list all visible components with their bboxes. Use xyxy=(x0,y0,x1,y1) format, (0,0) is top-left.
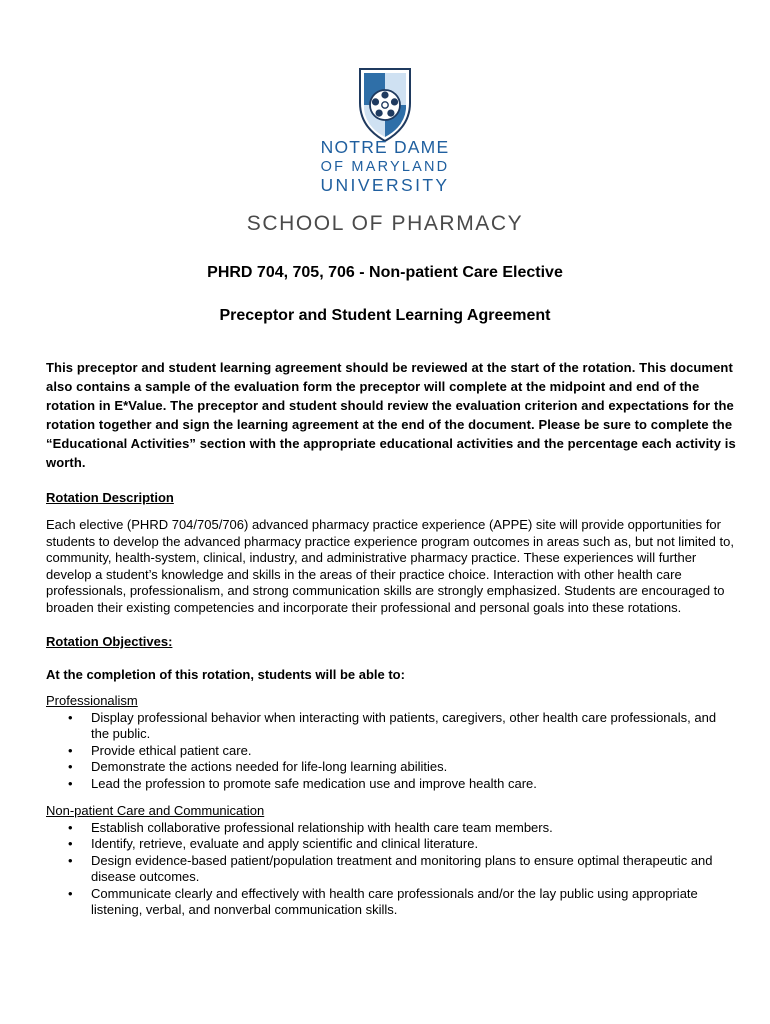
document-title: PHRD 704, 705, 706 - Non-patient Care Elective xyxy=(207,264,563,281)
list-item-text: Display professional behavior when interacting with patients, caregivers, other health care professionals, and the public. xyxy=(91,709,717,741)
bullet-icon: • xyxy=(68,819,73,835)
bullet-icon: • xyxy=(68,709,73,725)
list-item xyxy=(46,710,736,743)
bullet-icon: • xyxy=(68,742,73,758)
university-shield-crest-icon xyxy=(340,65,430,145)
list-item xyxy=(46,836,736,853)
list-item-text: Design evidence-based patient/population treatment and monitoring plans to ensure optimal therapeutic and disease outcomes. xyxy=(91,852,713,884)
list-item xyxy=(46,759,736,776)
professionalism-heading: Professionalism xyxy=(46,693,138,708)
university-name-line-1: NOTRE DAME xyxy=(320,137,450,157)
intro-paragraph: This preceptor and student learning agreement should be reviewed at the start of the rotation. This document also contains a sample of the evaluation form the preceptor will complete at the midpoint and end of the rotation in E*Value. The preceptor and student should review the evaluation criterion and expectations for the rotation together and sign the learning agreement at the end of the document. Please be sure to complete the “Educational Activities” section with the appropriate educational activities and the percentage each activity is worth. xyxy=(46,360,736,470)
list-item xyxy=(46,776,736,793)
list-item xyxy=(46,820,736,837)
bullet-icon: • xyxy=(68,852,73,868)
bullet-icon: • xyxy=(68,836,73,851)
rotation-description-heading: Rotation Description xyxy=(46,490,174,505)
professionalism-list xyxy=(46,710,736,793)
list-item-text: Communicate clearly and effectively with health care professionals and/or the lay public using appropriate listening, verbal, and nonverbal communication skills. xyxy=(91,885,698,917)
list-item xyxy=(46,853,736,886)
rotation-description-paragraph: Each elective (PHRD 704/705/706) advanced pharmacy practice experience (APPE) site will provide opportunities for students to develop the advanced pharmacy practice experience program outcomes in areas such as, but not limited to, community, health-system, clinical, industry, and administrative pharmacy practice. These experiences will further develop a student’s knowledge and skills in the areas of their practice choice. Interaction with other health care professionals, professionalism, and strong communication skills are strongly emphasized. Students are encouraged to broaden their existing competencies and incorporate their professional and personal goals into these rotations. xyxy=(46,517,734,615)
university-name-line-3: UNIVERSITY xyxy=(320,175,450,195)
list-item-text: Demonstrate the actions needed for life-long learning abilities. xyxy=(91,759,448,774)
document-body xyxy=(46,358,736,919)
list-item-text: Establish collaborative professional relationship with health care team members. xyxy=(91,819,553,835)
list-item xyxy=(46,886,736,919)
list-item-text: Lead the profession to promote safe medication use and improve health care. xyxy=(91,775,537,791)
non-patient-care-list xyxy=(46,820,736,919)
list-item-text: Identify, retrieve, evaluate and apply scientific and clinical literature. xyxy=(91,836,479,851)
university-logo xyxy=(340,65,430,145)
non-patient-care-heading: Non-patient Care and Communication xyxy=(46,803,265,818)
list-item-text: Provide ethical patient care. xyxy=(91,742,252,758)
bullet-icon: • xyxy=(68,759,73,774)
university-name-line-2: OF MARYLAND xyxy=(320,159,450,175)
school-name: SCHOOL OF PHARMACY xyxy=(246,212,524,235)
list-item xyxy=(46,743,736,760)
objectives-lead: At the completion of this rotation, students will be able to: xyxy=(46,667,405,682)
rotation-objectives-heading: Rotation Objectives: xyxy=(46,634,173,649)
document-subtitle: Preceptor and Student Learning Agreement xyxy=(219,307,551,324)
bullet-icon: • xyxy=(68,885,73,901)
bullet-icon: • xyxy=(68,775,73,791)
